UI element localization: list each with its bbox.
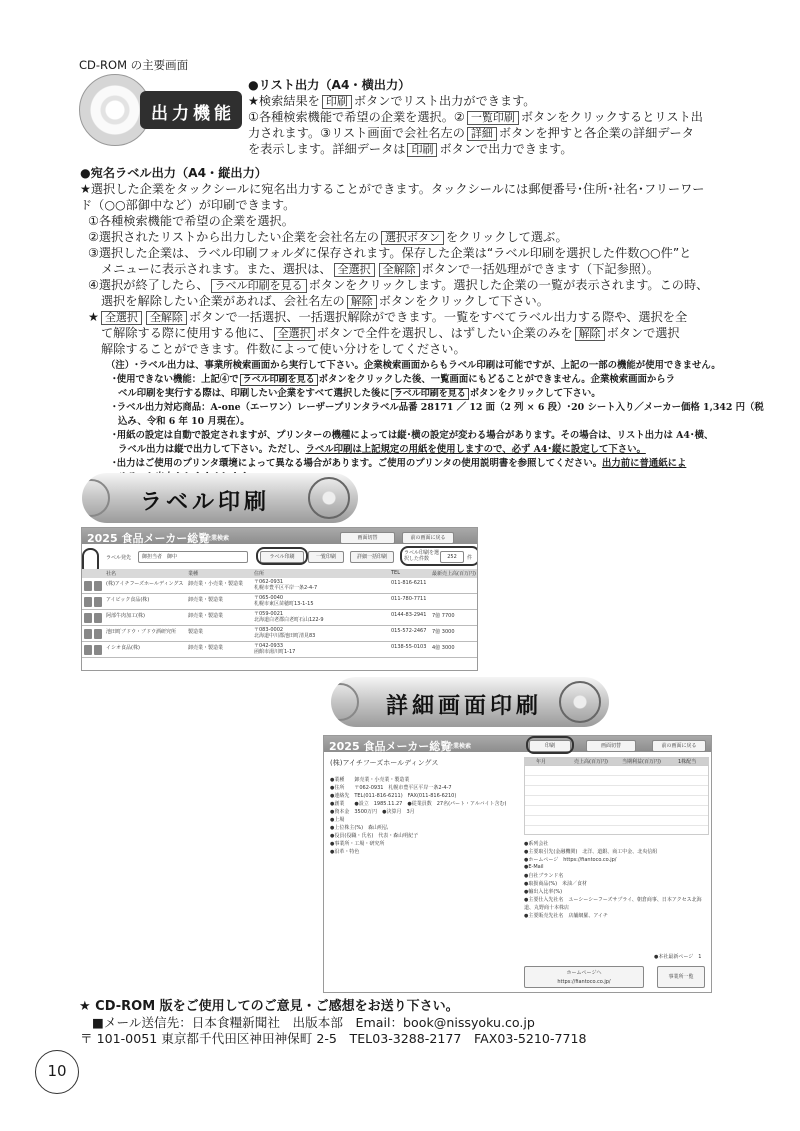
list-output-line-2: ①各種検索機能で希望の企業を選択。② 一覧印刷 ボタンをクリックするとリスト出 <box>248 110 703 124</box>
table-cell-sales: 7億 7700 <box>432 613 455 619</box>
row-divider <box>82 625 478 626</box>
homepage-button-label: ホームページへ <box>566 970 602 976</box>
table-cell-tel: 0144-83-2941 <box>391 612 427 618</box>
note-line-1: （注）･ラベル出力は、事業所検索画面から実行して下さい。企業検索画面からもラベル印刷は可能ですが、上記の一部の機能が使用できません。 <box>106 360 721 371</box>
label-print-banner-title: ラベル印刷 <box>140 490 271 515</box>
selected-count-label: ラベル印刷を選択した件数 <box>404 550 440 562</box>
table-cell-sales: 4億 3000 <box>432 645 455 651</box>
detail-field: ●事業所・工場・研究所 <box>330 841 385 847</box>
list-output-line-3: 力されます。③リスト画面で会社名左の 詳細 ボタンを押すと各企業の詳細データ <box>248 126 694 140</box>
detail-field: ●系列会社 <box>524 841 549 847</box>
note-line-2: ･使用できない機能：上記④で ラベル印刷を見る ボタンをクリックした後、一覧画面にもどることができません。企業検索画面からラ <box>112 374 676 385</box>
cd-disc-icon <box>82 479 110 517</box>
table-cell-tel: 011-780-7711 <box>391 596 427 602</box>
column-header: 社名 <box>106 571 117 577</box>
column-header: 住所 <box>254 571 265 577</box>
page-number: 10 <box>47 1062 67 1080</box>
detail-field: ●E-Mail <box>524 864 544 870</box>
label-output-line-3: ①各種検索機能で希望の企業を選択。 <box>88 214 294 228</box>
detail-button-icon[interactable] <box>94 597 102 607</box>
cd-disc-icon <box>331 683 359 721</box>
label-output-line-9: ★ 全選択 全解除 ボタンで一括選択、一括選択解除ができます。一覧をすべてラベル出力する際や、選択を全 <box>88 310 688 324</box>
detail-field: 道、丸野商十本株店 <box>524 905 570 911</box>
table-cell-type: 卸売業・製造業 <box>188 613 224 619</box>
detail-field: ●取扱商品(%) 米油／食材 <box>524 881 588 887</box>
back-button[interactable]: 前の画面に戻る <box>402 532 454 544</box>
financial-column-header: 年月 <box>536 759 547 765</box>
homepage-button-url: https://fiantoco.co.jp/ <box>557 979 611 985</box>
list-print-button[interactable]: 一覧印刷 <box>308 551 344 563</box>
financial-column-header: 当期利益(百万円) <box>622 759 661 765</box>
detail-field: ●資本金 3500万円 ●決算月 3月 <box>330 809 415 815</box>
selected-count-value: 252 <box>440 551 464 563</box>
screen-switch-dropdown[interactable]: 画面切替 <box>340 532 395 544</box>
detail-field: ●主要仕入先社名 ユーシーシーフーズサプライ、朝倉商事、日本アクセス北海 <box>524 897 702 903</box>
select-button-icon[interactable] <box>84 645 92 655</box>
select-button-icon[interactable] <box>84 597 92 607</box>
detail-field: ●上場 <box>330 817 345 823</box>
detail-button-icon[interactable] <box>94 581 102 591</box>
column-header: 最新売上高(百万円) <box>432 571 476 577</box>
screenshot-subtitle: 企業検索 <box>447 743 472 750</box>
table-cell-type: 卸売業・製造業 <box>188 645 224 651</box>
screenshot-title: 2025 食品メーカー総覧 <box>87 532 210 545</box>
table-cell-type: 卸売業・製造業 <box>188 597 224 603</box>
label-addressee-label: ラベル発先 <box>106 555 132 561</box>
table-cell-name: 池田町ブドウ・ブドウ酒研究所 <box>106 629 177 635</box>
homepage-button[interactable] <box>524 966 644 988</box>
feedback-request: ★ CD-ROM 版をご使用してのご意見・ご感想をお送り下さい。 <box>79 999 459 1014</box>
print-button[interactable]: 印刷 <box>529 740 571 752</box>
detail-field: ●連絡先 TEL(011-816-6211) FAX(011-816-6210) <box>330 793 457 799</box>
table-cell-address: 〒042-0933 函館市湯川町1-17 <box>254 643 296 655</box>
company-name: (株)アイチフーズホールディングス <box>330 759 439 767</box>
financial-column-header: 1株配当 <box>678 759 697 765</box>
column-header: TEL <box>391 570 400 576</box>
label-output-line-7: ④選択が終了したら、 ラベル印刷を見る ボタンをクリックします。選択した企業の一覧が表示されます。この時、 <box>88 278 709 292</box>
list-output-line-4: を表示します。詳細データは 印刷 ボタンで出力できます。 <box>248 142 573 156</box>
cd-disc-icon <box>308 477 350 519</box>
label-output-line-10: て解除する際に使用する他に、 全選択 ボタンで全件を選択し、はずしたい企業のみを 解除 ボタンで選択 <box>101 326 680 340</box>
detail-field: ●上位株主(%) 森山明弘 <box>330 825 389 831</box>
screen-switch-dropdown[interactable]: 画面切替 <box>586 740 636 752</box>
row-divider <box>82 609 478 610</box>
label-output-line-2: ド（○○部御中など）が印刷できます。 <box>80 198 296 212</box>
label-output-title: ●宛名ラベル出力（A4・縦出力） <box>80 166 267 180</box>
row-divider <box>82 657 478 658</box>
select-button-icon[interactable] <box>84 613 92 623</box>
table-cell-address: 〒083-0002 北海道中川郡池田町清見83 <box>254 627 316 639</box>
list-output-line-1: ★検索結果を 印刷 ボタンでリスト出力ができます。 <box>248 94 536 108</box>
label-output-line-8: 選択を解除したい企業があれば、会社名左の 解除 ボタンをクリックして下さい。 <box>101 294 549 308</box>
back-button[interactable]: 前の画面に戻る <box>652 740 706 752</box>
table-cell-tel: 015-572-2467 <box>391 628 427 634</box>
detail-button-icon[interactable] <box>94 613 102 623</box>
detail-bulk-print-button[interactable]: 詳細一括印刷 <box>350 551 394 563</box>
table-cell-name: (株)アイチフーズホールディングス <box>106 581 184 587</box>
financial-column-header: 売上高(百万円) <box>574 759 608 765</box>
table-cell-address: 〒065-0040 札幌市東区苗穂町13-1-15 <box>254 595 314 607</box>
screenshot-subtitle: 企業検索 <box>205 535 230 542</box>
output-function-badge-label: 出力機能 <box>151 104 235 124</box>
table-cell-tel: 011-816-6211 <box>391 580 427 586</box>
address-line: 〒 101-0051 東京都千代田区神田神保町 2-5 TEL03-3288-2177 FAX03-5210-7718 <box>80 1031 587 1046</box>
detail-field: ●主要販売先社名 店舗網羅、アイチ <box>524 913 608 919</box>
label-output-line-5: ③選択した企業は、ラベル印刷フォルダに保存されます。保存した企業は“ラベル印刷を選択した件数○○件”と <box>88 246 692 260</box>
note-line-5: 込み、令和 6 年 10 月現在）。 <box>118 416 250 427</box>
detail-field: ●創業 ●設立 1985.11.27 ●従業員数 27名(パート・アルバイト含む) <box>330 801 507 807</box>
email-line: ■メール送信先：日本食糧新聞社 出版本部 Email：book@nissyoku.co.jp <box>92 1015 535 1030</box>
note-line-3: ベル印刷を実行する際は、印刷したい企業をすべて選択した後に ラベル印刷を見る ボタンをクリックして下さい。 <box>118 388 601 399</box>
detail-field: ●自社ブランド名 <box>524 873 564 879</box>
label-addressee-input[interactable]: 御担当者 御中 <box>138 551 248 563</box>
detail-button-icon[interactable] <box>94 645 102 655</box>
highlight-ring <box>256 547 308 565</box>
select-button-icon[interactable] <box>84 629 92 639</box>
note-line-7: ラベル出力は縦で出力して下さい。ただし、ラベル印刷は上記規定の用紙を使用しますので、必ず A4･縦に設定して下さい。 <box>118 444 646 455</box>
list-output-title: ●リスト出力（A4・横出力） <box>248 78 411 92</box>
table-header <box>82 569 478 578</box>
detail-field: ●ホームページ https://fiantoco.co.jp/ <box>524 857 617 863</box>
label-output-line-1: ★選択した企業をタックシールに宛名出力することができます。タックシールには郵便番号･住所･社名･フリーワー <box>80 182 705 196</box>
table-cell-type: 卸売業・小売業・製造業 <box>188 581 244 587</box>
label-print-view-button[interactable]: ラベル印刷 <box>260 551 304 563</box>
note-line-8: ･出力はご使用のプリンタ環境によって異なる場合があります。ご使用のプリンタの使用説明書を参照してください。出力前に普通紙によ <box>112 458 687 469</box>
table-cell-sales: 7億 3000 <box>432 629 455 635</box>
label-output-line-11: 解除することができます。件数によって使い分けをしてください。 <box>101 342 466 356</box>
detail-field: ●業種 卸売業・小売業・製造業 <box>330 777 410 783</box>
label-output-line-4: ②選択されたリストから出力したい企業を会社名左の 選択ボタン をクリックして選ぶ。 <box>88 230 568 244</box>
page-header: CD-ROM の主要画面 <box>79 58 189 72</box>
detail-field: ●主要取引先(金融機関) 北洋、道銀、商工中金、北央信組 <box>524 849 658 855</box>
page-info: ●本社最新ページ 1 <box>654 954 702 960</box>
select-button-icon[interactable] <box>84 581 92 591</box>
office-list-button[interactable]: 事業所一覧 <box>657 966 705 988</box>
row-divider <box>82 593 478 594</box>
table-cell-address: 〒062-0931 札幌市豊平区平岸一条2-4-7 <box>254 579 318 591</box>
table-cell-name: 阿部牛肉加工(株) <box>106 613 145 619</box>
detail-field: ●住所 〒062-0931 札幌市豊平区平岸一条2-4-7 <box>330 785 452 791</box>
table-cell-tel: 0138-55-0103 <box>391 644 427 650</box>
selected-count-unit: 件 <box>467 555 473 561</box>
detail-field: ●輸出入比率(%) <box>524 889 563 895</box>
label-output-line-6: メニューに表示されます。また、選択は、 全選択 全解除 ボタンで一括処理ができます（下記参照）。 <box>101 262 660 276</box>
note-line-6: ･用紙の設定は自動で設定されますが、プリンターの機種によっては縦･横の設定が変わる場合があります。その場合は、リスト出力は A4･横、 <box>112 430 714 441</box>
table-cell-address: 〒059-0021 北海道白老郡白老町石山122-9 <box>254 611 324 623</box>
detail-print-banner-title: 詳細画面印刷 <box>386 694 543 719</box>
highlight-ring <box>400 546 478 566</box>
row-divider <box>82 641 478 642</box>
table-cell-name: イシオ食品(株) <box>106 645 140 651</box>
note-line-4: ･ラベル出力対応商品：A-one（エーワン）レーザープリンタラベル品番 28171 ／ 12 面（2 列 × 6 段）･20 シート入り／メーカー価格 1,342 円（税 <box>112 402 764 413</box>
column-header: 業種 <box>188 571 199 577</box>
table-cell-name: アイビック食品(株) <box>106 597 150 603</box>
detail-screenshot <box>323 735 712 993</box>
cd-disc-icon <box>559 681 601 723</box>
highlight-ring <box>526 736 574 754</box>
table-cell-type: 製造業 <box>188 629 204 635</box>
screenshot-title: 2025 食品メーカー総覧 <box>329 740 452 753</box>
financial-table-body <box>524 765 709 835</box>
detail-field: ●役員(役職・氏名) 代表・森山明紀子 <box>330 833 419 839</box>
detail-field: ●沿革・特色 <box>330 849 360 855</box>
detail-button-icon[interactable] <box>94 629 102 639</box>
label-print-screenshot <box>81 527 478 671</box>
